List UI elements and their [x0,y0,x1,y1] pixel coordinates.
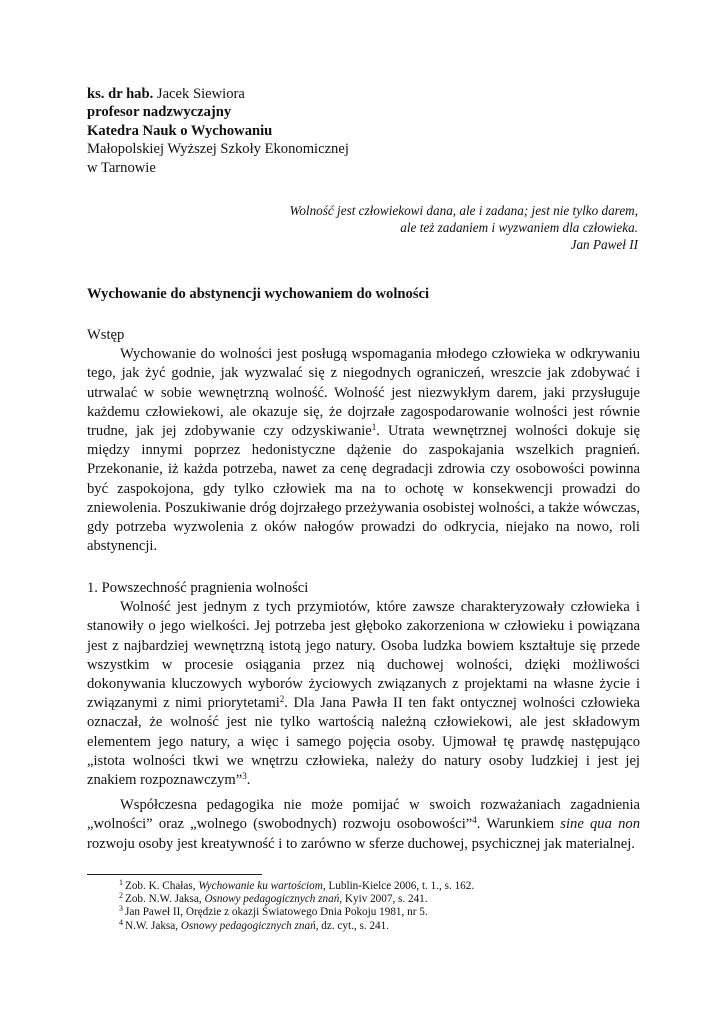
author-name: Jacek Siewiora [153,86,245,102]
author-name-line [87,85,349,103]
author-block [87,85,349,177]
epigraph-attribution: Jan Paweł II [570,237,638,252]
footnote-italic: Wychowanie ku wartościom [198,880,323,892]
epigraph-line-2: ale też zadaniem i wyzwaniem dla człowieka. [400,220,638,235]
footnote-text: , Lublin-Kielce 2006, t. 1., s. 162. [322,880,475,892]
footnote-text: Zob. K. Chałas, [125,880,199,892]
section-1-paragraph-1 [87,598,640,790]
section-1-p2-text-a: Współczesna pedagogika nie może pomijać w swoich rozważaniach zagadnienia „wolności” oraz „wolnego (swobodnych) rozwoju osobowości” [87,797,640,833]
author-title: profesor nadzwyczajny [87,104,232,121]
footnote-text: Jan Paweł II, Orędzie z okazji Światowego Dnia Pokoju 1981, nr 5. [125,906,428,919]
section-1-p2-text-c: rozwoju osoby jest kreatywność i to zarówno w sferze duchowej, psychicznej jak materialnej. [87,835,635,852]
footnote-2 [119,893,474,906]
footnote-italic: Osnowy pedagogicznych znań [180,919,316,932]
author-department: Katedra Nauk o Wychowaniu [87,122,273,139]
footnote-text: N.W. Jaksa, [125,919,181,932]
section-1-text-a: Wolność jest jednym z tych przymiotów, które zawsze charakteryzowały człowieka i stanowiły o jego wielkości. Jej potrzeba jest głęboko zakorzeniona w człowieku i powiązana jest z najbardziej wewnętrzną istotą jego natury. Osoba ludzka bowiem kształtuje się przede wszystkim w procesie osiągania przez nią duchowej wolności, dzięki możliwości dokonywania kluczowych wyborów życiowych związanych z projektami na własne życie i związanymi z nimi priorytetami [87,599,640,712]
footnote-divider [87,874,262,875]
footnote-number: 3 [119,904,123,914]
epigraph [290,202,638,253]
section-1-p2-text-b: . Warunkiem [476,816,561,833]
section-1 [87,579,640,854]
footnote-text: , Kyiv 2007, s. 241. [339,893,428,906]
epigraph-line-1: Wolność jest człowiekowi dana, ale i zadana; jest nie tylko darem, [289,203,638,218]
footnote-ref-1[interactable]: 1 [371,422,377,433]
intro-text-b: . Utrata wewnętrznej wolności dokuje się między innymi poprzez hedonistyczne dążenie do zaspokajania wszelkich pragnień. Przekonanie, iż każda potrzeba, nawet za cenę degradacji zdrowia czy osobowości powinna być zaspokojona, gdy tylko człowiek ma na to ochotę w konsekwencji prowadzi do zniewolenia. Poszukiwanie dróg dojrzałego przeżywania osobistej wolności, a także wówczas, gdy potrzeba wyzwolenia z oków nałogów prowadzi do odkrycia, niejako na nowo, roli abstynencji. [87,423,640,555]
section-1-text-b: . Dla Jana Pawła II ten fakt ontycznej wolności człowieka oznaczał, że wolność jest nie tylko wartością należną człowiekowi, ale jest składowym elementem jego natury, a więc i samego pojęcia osoby. Ujmował tę prawdę następująco „istota wolności tkwi we wnętrzu człowieka, należy do natury osoby ludzkiej i jest jej znakiem rozpoznawczym” [87,695,640,789]
footnote-number: 2 [119,891,123,901]
footnote-ref-2[interactable]: 2 [279,694,285,705]
footnote-text: , dz. cyt., s. 241. [315,919,390,932]
author-school: Małopolskiej Wyższej Szkoły Ekonomicznej [87,141,349,158]
footnote-ref-3[interactable]: 3 [242,771,247,782]
section-1-paragraph-2 [87,796,640,854]
intro-section [87,326,640,556]
intro-paragraph [87,345,640,556]
section-1-heading: 1. Powszechność pragnienia wolności [87,580,309,596]
author-city: w Tarnowie [87,159,156,176]
footnotes [119,880,474,933]
intro-heading: Wstęp [87,327,125,343]
footnote-1 [119,880,474,893]
footnote-number: 1 [119,878,123,887]
footnote-number: 4 [119,917,123,927]
author-name-prefix: ks. dr hab. [87,86,154,102]
footnote-4 [119,917,474,933]
section-1-text-c: . [246,772,251,789]
intro-text-a: Wychowanie do wolności jest posługą wspomagania młodego człowieka w odkrywaniu tego, jak żyć godnie, jak wyzwalać się z niegodnych ograniczeń, wreszcie jak zdobywać i utrwalać w sobie wewnętrzną wolność. Wolność jest niezwykłym darem, jaki przysługuje każdemu człowiekowi, ale okazuje się, że dojrzałe zagospodarowanie wolności jest równie trudne, jak jej zdobywanie czy odzyskiwanie [87,346,640,440]
article-title: Wychowanie do abstynencji wychowaniem do wolności [87,286,430,302]
footnote-text: Zob. N.W. Jaksa, [125,893,205,906]
footnote-3 [119,906,474,919]
footnote-italic: Osnowy pedagogicznych znań [204,893,340,906]
sine-qua-non: sine qua non [560,816,641,833]
footnote-ref-4[interactable]: 4 [472,815,477,826]
